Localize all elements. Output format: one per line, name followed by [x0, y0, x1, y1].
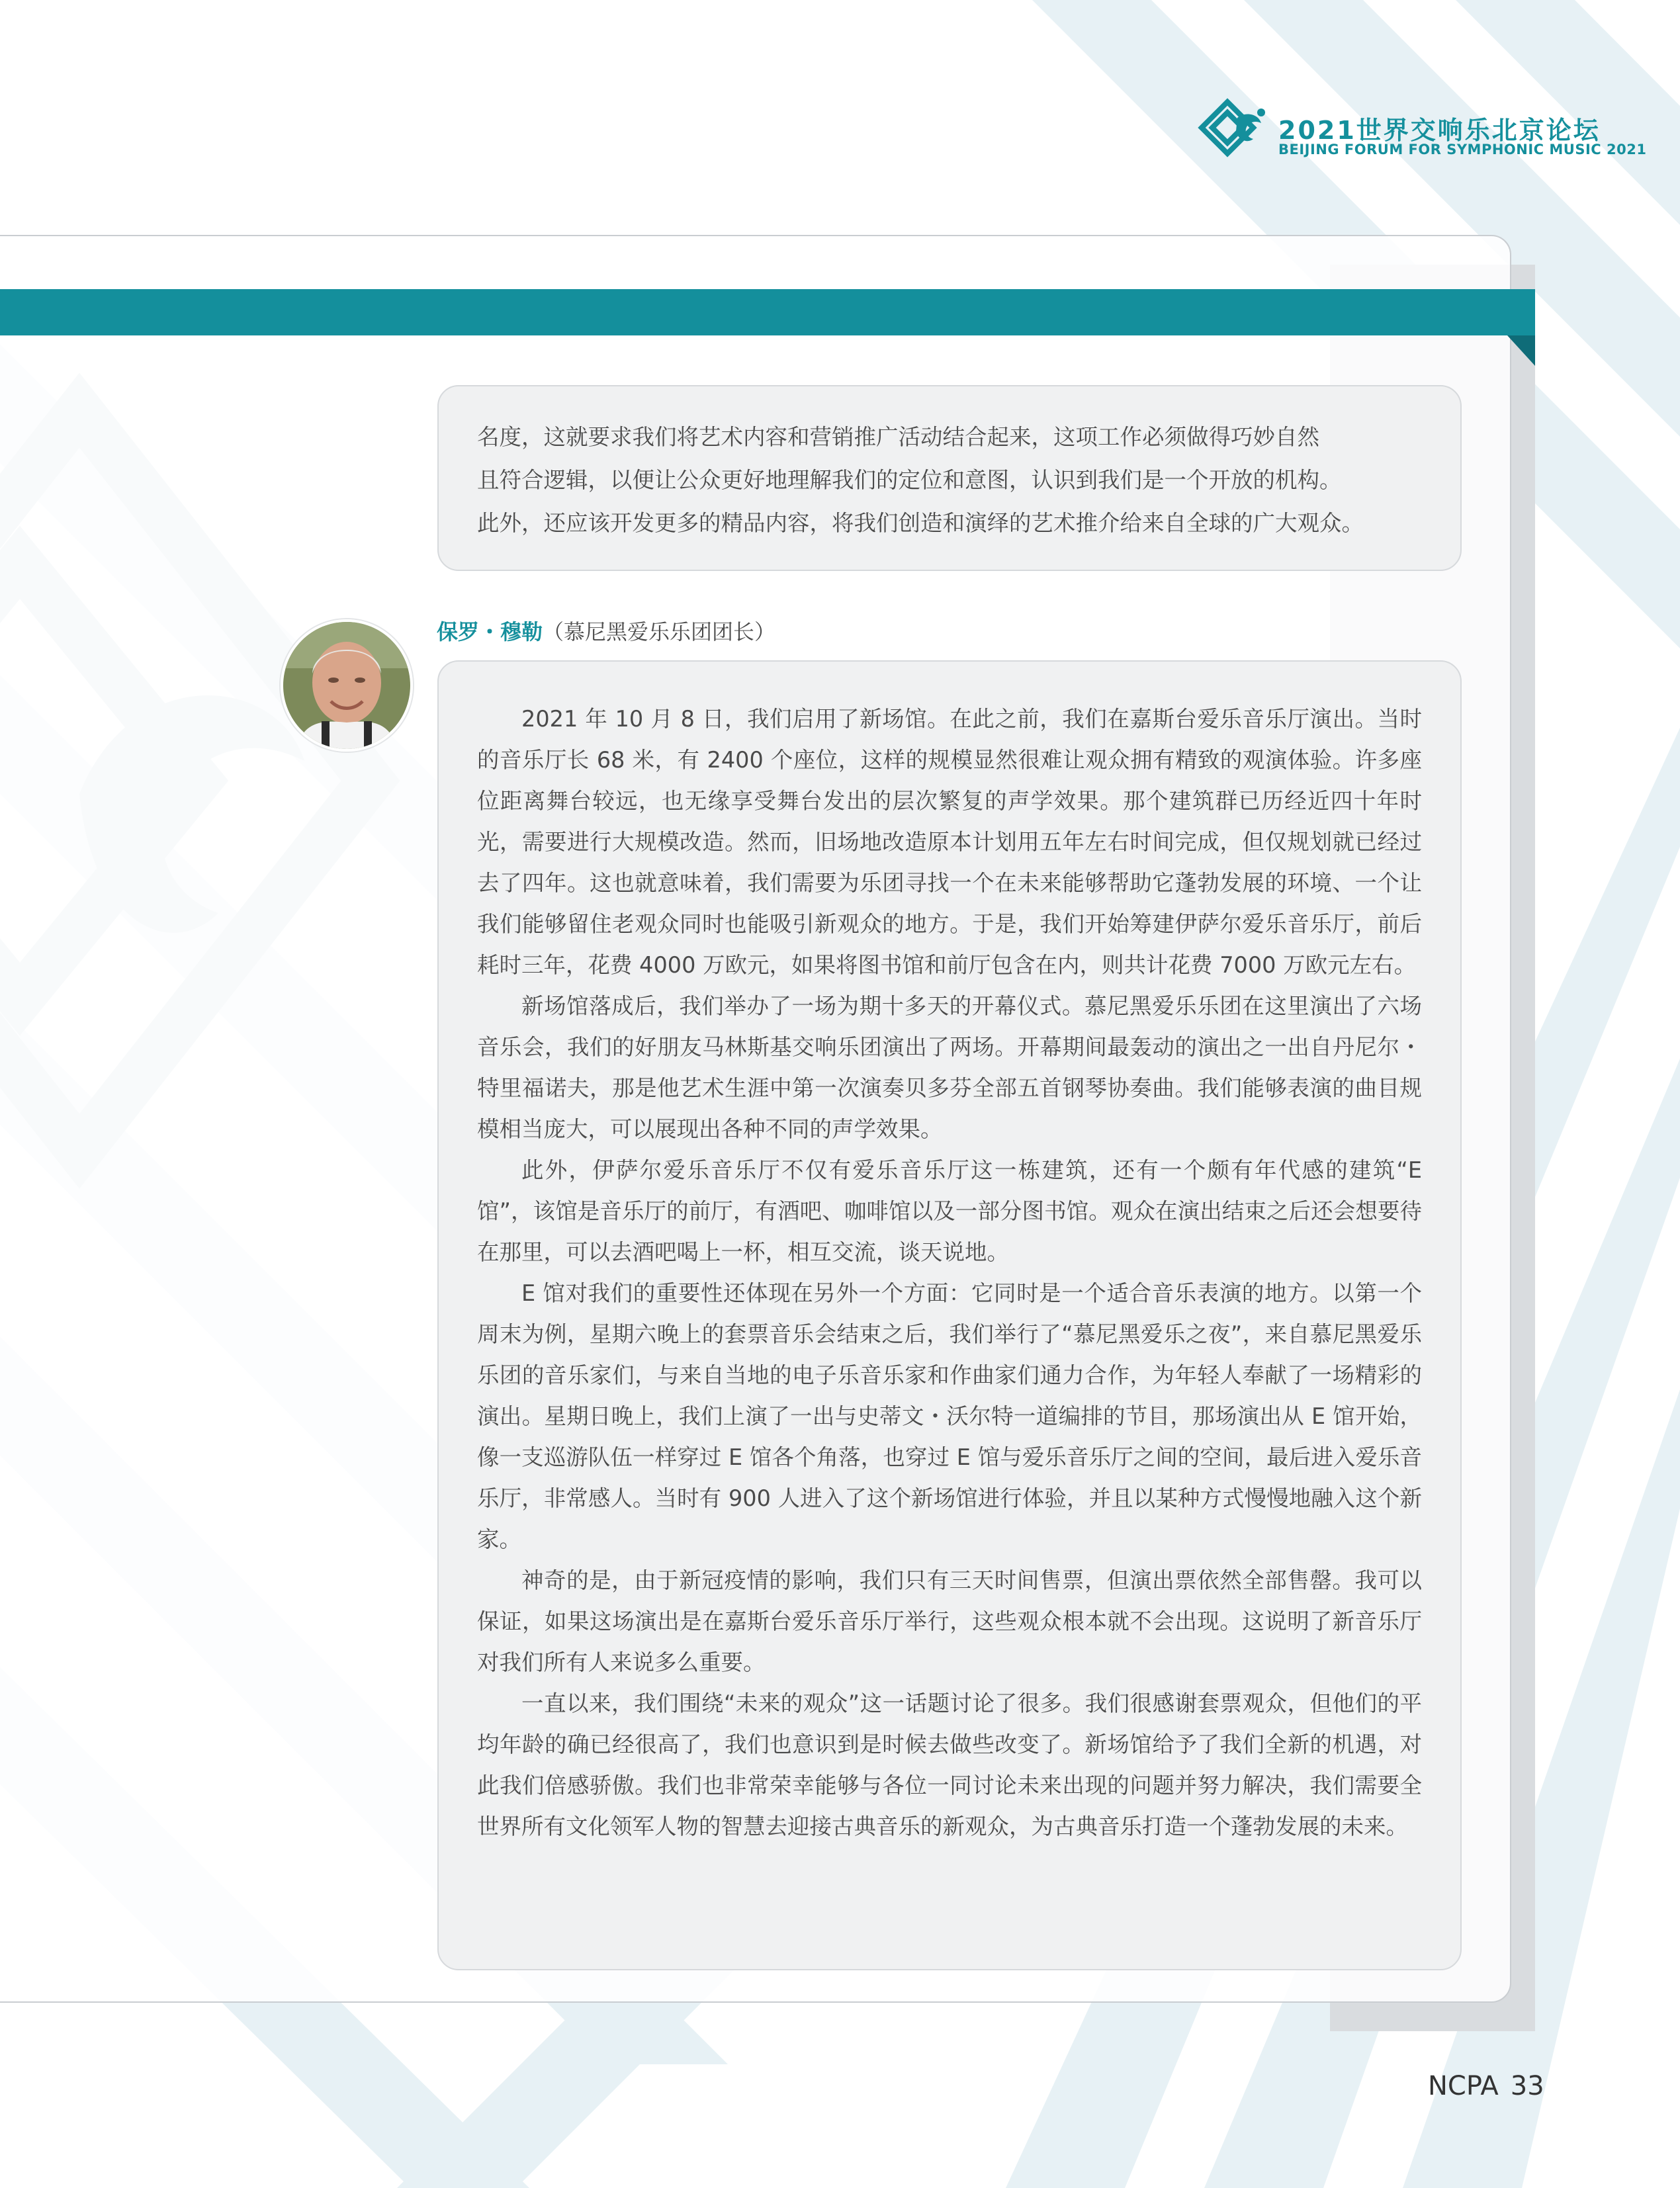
section-band: [0, 289, 1535, 335]
forum-title: 2021世界交响乐北京论坛: [1278, 116, 1601, 145]
speaker-avatar: [281, 619, 413, 752]
forum-logo-icon: [1198, 98, 1270, 157]
intro-line: 且符合逻辑，以便让公众更好地理解我们的定位和意图，认识到我们是一个开放的机构。: [477, 467, 1342, 493]
speaker-caption: [437, 615, 775, 646]
main-quote-box: [437, 660, 1462, 1970]
speaker-role: （慕尼黑爱乐乐团团长）: [543, 619, 776, 644]
band-fold: [1507, 335, 1535, 366]
speaker-name: 保罗・穆勒: [437, 619, 543, 644]
quote-paragraph: 此外，伊萨尔爱乐音乐厅不仅有爱乐音乐厅这一栋建筑，还有一个颇有年代感的建筑“E 馆”，该馆是音乐厅的前厅，有酒吧、咖啡馆以及一部分图书馆。观众在演出结束之后还会想要待在那里，可以去酒吧喝上一杯，相互交流，谈天说地。: [477, 1157, 1422, 1265]
quote-paragraph: 2021 年 10 月 8 日，我们启用了新场馆。在此之前，我们在嘉斯台爱乐音乐厅演出。当时的音乐厅长 68 米，有 2400 个座位，这样的规模显然很难让观众拥有精致的观演体验。许多座位距离舞台较远，也无缘享受舞台发出的层次繁复的声学效果。那个建筑群已历经近四十年时光，需要进行大规模改造。然而，旧场地改造原本计划用五年左右时间完成，但仅规划就已经过去了四年。这也就意味着，我们需要为乐团寻找一个在未来能够帮助它蓬勃发展的环境、一个让我们能够留住老观众同时也能吸引新观众的地方。于是，我们开始筹建伊萨尔爱乐音乐厅，前后耗时三年，花费 4000 万欧元，如果将图书馆和前厅包含在内，则共计花费 7000 万欧元左右。: [477, 706, 1422, 978]
quote-paragraph: 一直以来，我们围绕“未来的观众”这一话题讨论了很多。我们很感谢套票观众，但他们的平均年龄的确已经很高了，我们也意识到是时候去做些改变了。新场馆给予了我们全新的机遇，对此我们倍感骄傲。我们也非常荣幸能够与各位一同讨论未来出现的问题并努力解决，我们需要全世界所有文化领军人物的智慧去迎接古典音乐的新观众，为古典音乐打造一个蓬勃发展的未来。: [477, 1690, 1422, 1839]
intro-quote-box: [437, 385, 1462, 571]
forum-subtitle: BEIJING FORUM FOR SYMPHONIC MUSIC 2021: [1278, 142, 1647, 157]
portrait-image: [283, 622, 410, 749]
page-footer: [1428, 2071, 1544, 2101]
footer-brand: NCPA: [1428, 2071, 1499, 2101]
quote-paragraph: 神奇的是，由于新冠疫情的影响，我们只有三天时间售票，但演出票依然全部售罄。我可以保证，如果这场演出是在嘉斯台爱乐音乐厅举行，这些观众根本就不会出现。这说明了新音乐厅对我们所有人来说多么重要。: [477, 1567, 1422, 1675]
intro-line: 名度，这就要求我们将艺术内容和营销推广活动结合起来，这项工作必须做得巧妙自然: [477, 424, 1319, 450]
quote-paragraph: E 馆对我们的重要性还体现在另外一个方面：它同时是一个适合音乐表演的地方。以第一个周末为例，星期六晚上的套票音乐会结束之后，我们举行了“慕尼黑爱乐之夜”，来自慕尼黑爱乐乐团的音乐家们，与来自当地的电子乐音乐家和作曲家们通力合作，为年轻人奉献了一场精彩的演出。星期日晚上，我们上演了一出与史蒂文・沃尔特一道编排的节目，那场演出从 E 馆开始，像一支巡游队伍一样穿过 E 馆各个角落，也穿过 E 馆与爱乐音乐厅之间的空间，最后进入爱乐音乐厅，非常感人。当时有 900 人进入了这个新场馆进行体验，并且以某种方式慢慢地融入这个新家。: [477, 1280, 1422, 1552]
quote-paragraph: 新场馆落成后，我们举办了一场为期十多天的开幕仪式。慕尼黑爱乐乐团在这里演出了六场音乐会，我们的好朋友马林斯基交响乐团演出了两场。开幕期间最轰动的演出之一出自丹尼尔・特里福诺夫，那是他艺术生涯中第一次演奏贝多芬全部五首钢琴协奏曲。我们能够表演的曲目规模相当庞大，可以展现出各种不同的声学效果。: [477, 993, 1422, 1142]
page-number: 33: [1510, 2071, 1544, 2101]
intro-line: 此外，还应该开发更多的精品内容，将我们创造和演绎的艺术推介给来自全球的广大观众。: [477, 510, 1364, 536]
